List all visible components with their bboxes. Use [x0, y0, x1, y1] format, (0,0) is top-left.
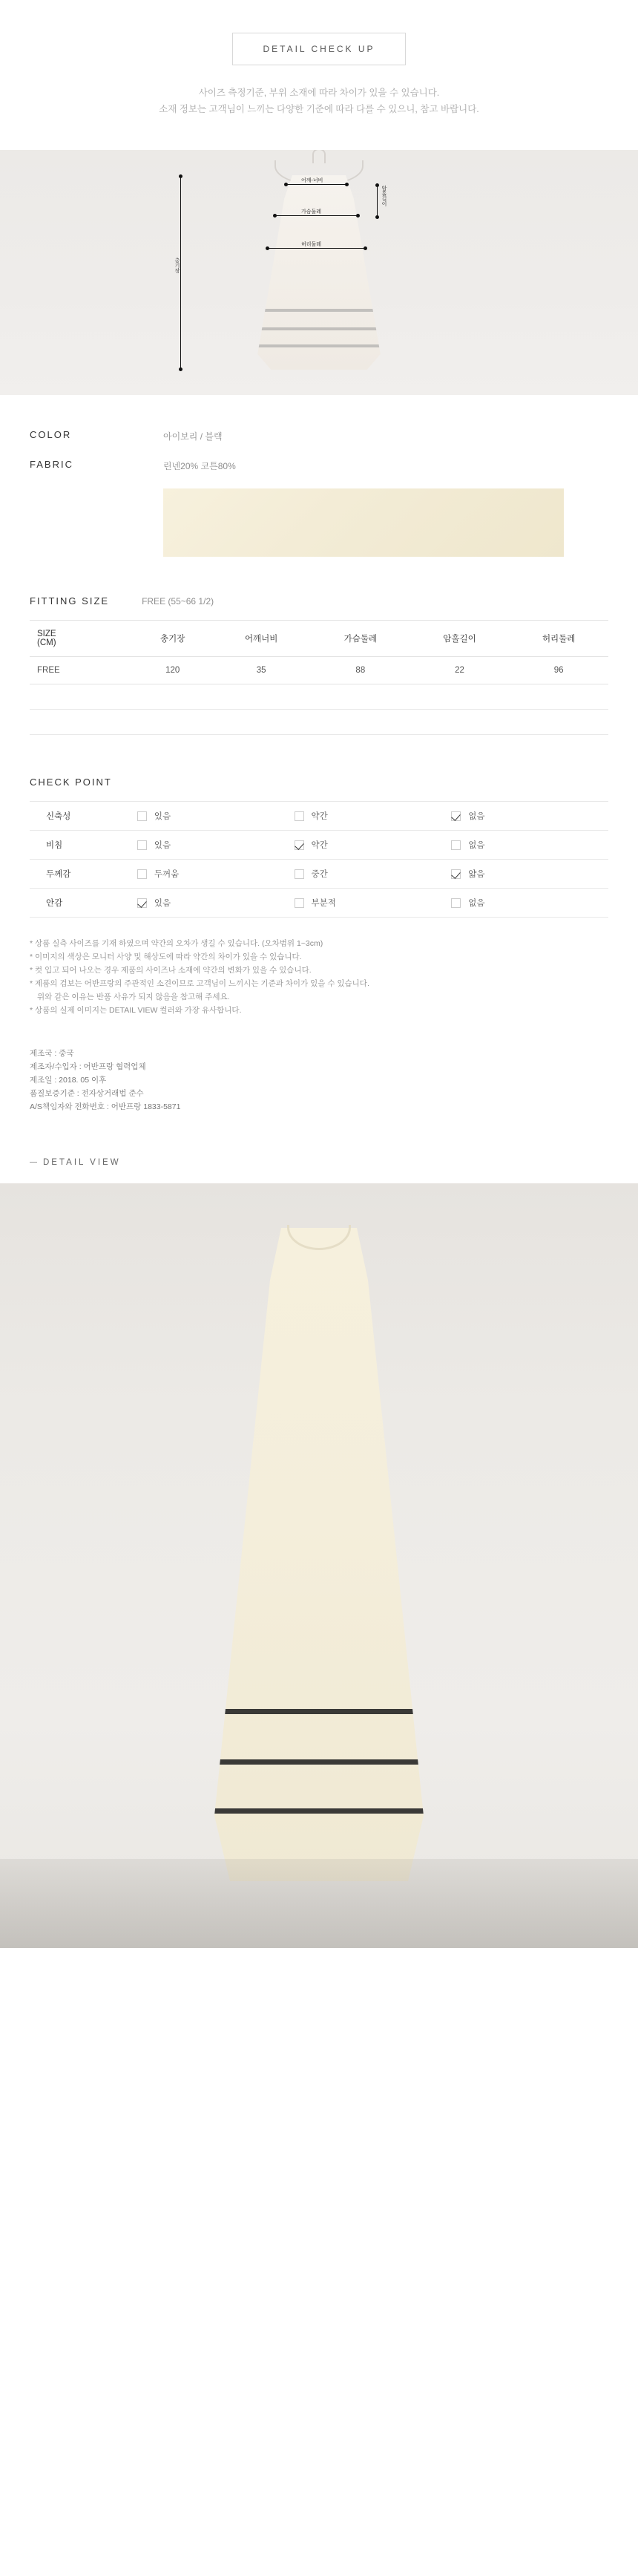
dress-stripe	[252, 309, 386, 312]
color-key: COLOR	[30, 429, 72, 440]
note-line: * 컷 입고 되어 나오는 경우 제품의 사이즈나 소재에 약간의 변화가 있을 수 있습니다.	[30, 966, 312, 975]
check-option[interactable]	[137, 802, 295, 831]
checkbox[interactable]	[137, 840, 147, 850]
maker-line: 품질보증기준 : 전자상거래법 준수	[30, 1089, 144, 1098]
chest-endpoint	[356, 214, 360, 218]
check-option-label: 있음	[154, 812, 171, 821]
check-option-label: 없음	[468, 812, 485, 821]
table-row	[30, 831, 608, 860]
check-option-label: 약간	[311, 812, 328, 821]
size-cell-armhole: 22	[410, 657, 510, 684]
size-table-header-row	[30, 621, 608, 657]
check-row-label: 두께감	[30, 860, 137, 889]
check-row-label: 비침	[30, 831, 137, 860]
waist-endpoint	[266, 246, 269, 250]
color-row	[30, 429, 608, 442]
fabric-swatch	[163, 488, 564, 557]
chest-endpoint	[273, 214, 277, 218]
check-option[interactable]	[451, 831, 608, 860]
waist-line	[268, 248, 366, 249]
size-cell-shoulder: 35	[211, 657, 311, 684]
size-col-header-waist: 허리둘레	[509, 621, 608, 657]
maker-line: A/S책임자와 전화번호 : 어반프랑 1833-5871	[30, 1102, 181, 1111]
note-line: * 상품 실측 사이즈를 기재 하였으며 약간의 오차가 생길 수 있습니다. (오차범위 1~3cm)	[30, 939, 323, 948]
size-cell-chest: 88	[311, 657, 410, 684]
armhole-line	[377, 186, 378, 217]
total-length-endpoint	[179, 174, 182, 178]
checkbox-checked[interactable]	[451, 869, 461, 879]
note-line: * 이미지의 색상은 모니터 사양 및 해상도에 따라 약간의 차이가 있을 수 있습니다.	[30, 952, 302, 961]
shoulder-width-line	[286, 184, 347, 185]
fitting-size-header	[30, 595, 608, 607]
check-option[interactable]	[295, 889, 452, 918]
check-option[interactable]	[451, 802, 608, 831]
size-col-header-armhole: 암홀길이	[410, 621, 510, 657]
table-spacer-row	[30, 684, 608, 710]
checkbox[interactable]	[451, 840, 461, 850]
shoulder-endpoint	[284, 183, 288, 186]
check-option-label: 약간	[311, 841, 328, 850]
check-option[interactable]	[451, 860, 608, 889]
armhole-endpoint	[375, 183, 379, 187]
note-line: * 제품의 검보는 어반프랑의 주관적인 소견이므로 고객님이 느끼시는 기준과 차이가 있을 수 있습니다.	[30, 979, 369, 988]
detail-dress-image	[208, 1228, 430, 1881]
size-row-label: FREE	[30, 657, 134, 684]
maker-info-block	[30, 1047, 608, 1114]
waist-label: 허리둘레	[301, 242, 322, 247]
check-option[interactable]	[137, 831, 295, 860]
checkbox-checked[interactable]	[137, 898, 147, 908]
total-length-label: 총기장	[174, 258, 180, 273]
table-row	[30, 860, 608, 889]
info-section	[0, 429, 638, 1114]
dress-illustration	[252, 175, 386, 370]
checkbox[interactable]	[137, 869, 147, 879]
table-row	[30, 889, 608, 918]
chest-label: 가슴둘레	[301, 209, 322, 215]
check-option[interactable]	[451, 889, 608, 918]
shoulder-width-label: 어깨-너비	[301, 178, 323, 183]
check-option[interactable]	[295, 860, 452, 889]
check-option[interactable]	[295, 831, 452, 860]
detail-dress-stripe	[208, 1709, 430, 1714]
shoulder-endpoint	[345, 183, 349, 186]
check-option-label: 있음	[154, 841, 171, 850]
color-value: 아이보리 / 블랙	[163, 431, 223, 442]
header-subtext-line2: 소재 정보는 고객님이 느끼는 다양한 기준에 따라 다를 수 있으니, 참고 바랍니다.	[159, 104, 479, 114]
checkbox[interactable]	[295, 811, 304, 821]
maker-line: 제조일 : 2018. 05 이후	[30, 1076, 107, 1085]
size-col-header-line2: (CM)	[37, 638, 56, 647]
check-option-label: 없음	[468, 899, 485, 908]
waist-endpoint	[364, 246, 367, 250]
fabric-row	[30, 459, 608, 472]
armhole-label: 암홀길이	[381, 186, 387, 206]
table-row	[30, 657, 608, 684]
detail-view-title: DETAIL VIEW	[43, 1158, 121, 1167]
total-length-endpoint	[179, 367, 182, 371]
size-col-header-total: 총기장	[134, 621, 211, 657]
dress-stripe	[252, 344, 386, 347]
size-col-header-line1: SIZE	[37, 630, 56, 638]
size-col-header-chest: 가슴둘레	[311, 621, 410, 657]
maker-line: 제조자/수입자 : 어반프랑 협력업체	[30, 1062, 146, 1071]
check-option[interactable]	[295, 802, 452, 831]
total-length-line	[180, 177, 181, 370]
checkbox[interactable]	[295, 869, 304, 879]
check-option-label: 얇음	[468, 870, 485, 879]
note-line: * 상품의 실제 이미지는 DETAIL VIEW 컬러와 가장 유사합니다.	[30, 1006, 242, 1015]
check-point-table	[30, 801, 608, 918]
chest-line	[275, 215, 358, 216]
check-option[interactable]	[137, 889, 295, 918]
detail-view-header	[0, 1158, 638, 1167]
page-title: DETAIL CHECK UP	[232, 33, 405, 65]
note-line: 위와 같은 이유는 반품 사유가 되지 않음을 참고해 주세요.	[37, 993, 230, 1001]
size-col-header-shoulder: 어깨너비	[211, 621, 311, 657]
dash-icon	[30, 1162, 37, 1163]
detail-dress-stripe	[208, 1808, 430, 1814]
detail-view-photo	[0, 1183, 638, 1948]
header-subtext-line1: 사이즈 측정기준, 부위 소재에 따라 차이가 있을 수 있습니다.	[198, 88, 440, 98]
size-col-header	[30, 621, 134, 657]
checkbox-checked[interactable]	[451, 811, 461, 821]
size-cell-total: 120	[134, 657, 211, 684]
check-option-label: 있음	[154, 899, 171, 908]
measurement-photo	[0, 150, 638, 395]
checkbox[interactable]	[295, 898, 304, 908]
fabric-key: FABRIC	[30, 459, 73, 470]
checkbox-checked[interactable]	[295, 840, 304, 850]
check-row-label: 신축성	[30, 802, 137, 831]
fitting-size-free: FREE (55~66 1/2)	[142, 596, 214, 607]
detail-dress-stripe	[208, 1759, 430, 1765]
check-option[interactable]	[137, 860, 295, 889]
fabric-value: 린넨20% 코튼80%	[163, 461, 236, 471]
check-row-label: 안감	[30, 889, 137, 918]
check-option-label: 중간	[311, 870, 328, 879]
maker-line: 제조국 : 중국	[30, 1049, 74, 1058]
table-spacer-row	[30, 710, 608, 735]
check-point-title: CHECK POINT	[30, 777, 112, 788]
check-option-label: 부분적	[311, 899, 336, 908]
table-row	[30, 802, 608, 831]
header-block	[0, 0, 638, 117]
checkbox[interactable]	[451, 898, 461, 908]
notes-block	[30, 937, 608, 1017]
checkbox[interactable]	[137, 811, 147, 821]
photo-floor-shadow	[0, 1859, 638, 1948]
header-subtext	[0, 85, 638, 117]
size-table	[30, 620, 608, 684]
check-option-label: 없음	[468, 841, 485, 850]
fitting-size-title: FITTING SIZE	[30, 595, 110, 607]
color-fabric-block	[30, 429, 608, 472]
armhole-endpoint	[375, 215, 379, 219]
check-option-label: 두꺼움	[154, 870, 180, 879]
size-cell-waist: 96	[509, 657, 608, 684]
dress-stripe	[252, 327, 386, 330]
